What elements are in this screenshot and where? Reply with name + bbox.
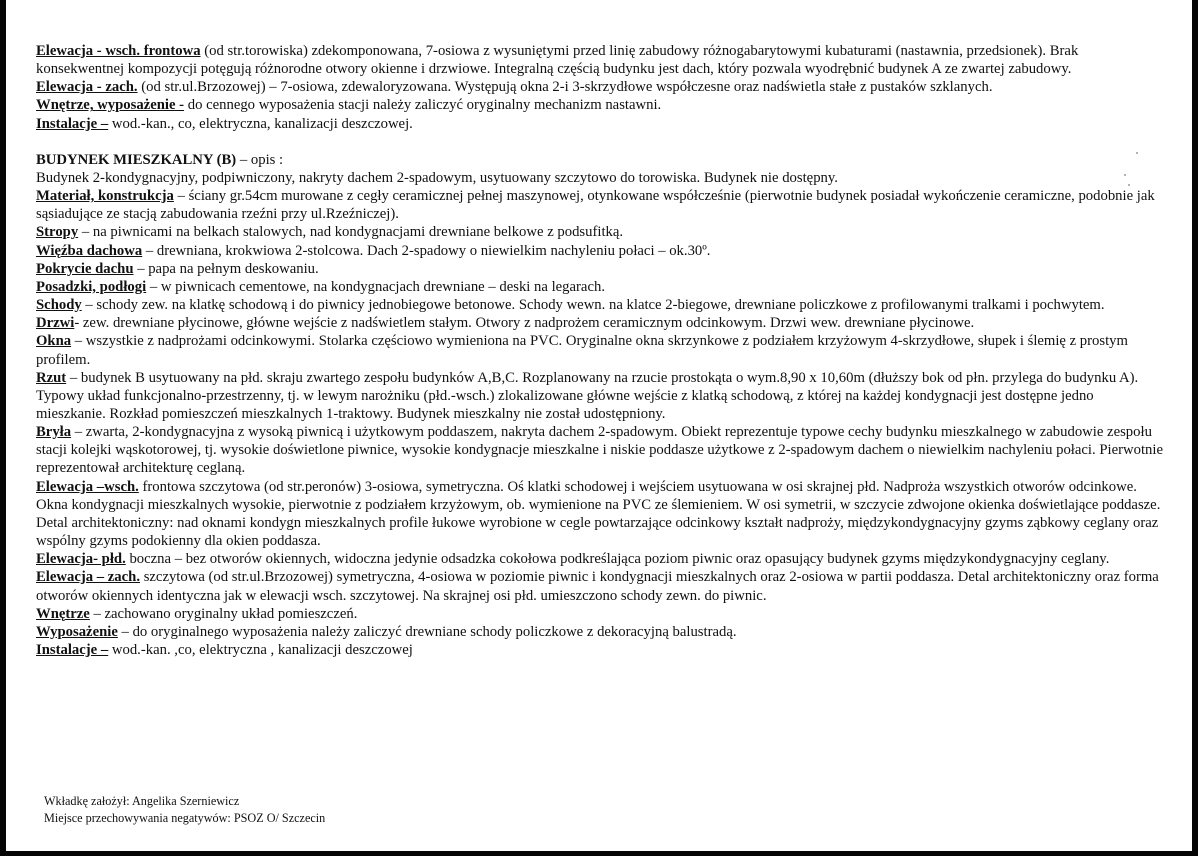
footer-author: Wkładkę założył: Angelika Szerniewicz (44, 794, 240, 808)
paragraph-text: – do oryginalnego wyposażenia należy zaliczyć drewniane schody policzkowe z dekoracyjną balustradą. (117, 623, 737, 640)
paragraph-drzwi (36, 314, 1166, 332)
label: Pokrycie dachu (36, 260, 134, 277)
paragraph-wnetrze (36, 605, 1166, 623)
paragraph-text: boczna – bez otworów okiennych, widoczna jedynie odsadzka cokołowa podkreślająca poziom piwnic oraz opasujący budynek gzyms międzykondygnacyjny ceglany. (125, 551, 1110, 568)
document-page (36, 42, 1166, 659)
label: Więźba dachowa (36, 242, 143, 259)
paragraph-text: wod.-kan. ,co, elektryczna , kanalizacji deszczowej (108, 642, 413, 658)
paragraph-text: wod.-kan., co, elektryczna, kanalizacji deszczowej. (108, 115, 413, 132)
label: Wyposażenie (36, 623, 118, 640)
paragraph-text: – w piwnicach cementowe, na kondygnacjach drewniane – deski na legarach. (146, 278, 605, 295)
paragraph-bryla (36, 423, 1166, 477)
paragraph-elewacja-wsch-frontowa-a (36, 42, 1166, 78)
label: Elewacja –wsch. (36, 478, 139, 495)
label: Elewacja - wsch. frontowa (36, 43, 201, 59)
paragraph-text: – zwarta, 2-kondygnacyjna z wysoką piwnicą i użytkowym poddaszem, nakryta dachem 2-spadowym. Obiekt reprezentuje typowe cechy budynku mieszkalnego w zabudowie zespołu stacji kolejki wąskotorowej, tj. wysokie doświetlone piwnice, wysokie kondygnacje mieszkalne i niskie poddasze użytkowe z 2-spadowym dachem o niewielkim nachyleniu połaci. Pierwotnie reprezentował architekturę ceglaną. (36, 424, 1163, 477)
paragraph-text: – wszystkie z nadprożami odcinkowymi. Stolarka częściowo wymieniona na PVC. Oryginalne okna skrzynkowe z podziałem krzyżowym 4-skrzydłowe, słupek i ślemię z prostym profilem. (36, 333, 1128, 368)
paragraph-text: – zachowano oryginalny układ pomieszczeń. (89, 605, 358, 622)
paragraph-pokrycie-dachu (36, 260, 1166, 278)
heading-text: BUDYNEK MIESZKALNY (B) (36, 151, 237, 168)
paragraph-elewacja-zach (36, 568, 1166, 604)
paragraph-wyposazenie (36, 623, 1166, 641)
paragraph-elewacja-zach-a (36, 78, 1166, 96)
label: Okna (36, 333, 72, 350)
footer-storage: Miejsce przechowywania negatywów: PSOZ O/ Szczecin (44, 810, 326, 825)
document-footer (44, 793, 325, 826)
paragraph-text: szczytowa (od str.ul.Brzozowej) symetryczna, 4-osiowa w poziomie piwnic i kondygnacji mieszkalnych oraz 2-osiowa w partii poddasza. Detal architektoniczny oraz forma otworów okiennych identyczna jak w elewacji wsch. szczytowej. Na skrajnej osi płd. umieszczono schody zewn. do piwnic. (36, 569, 1159, 604)
paragraph-stropy (36, 223, 1166, 241)
label: Rzut (36, 369, 67, 386)
paragraph-text: do cennego wyposażenia stacji należy zaliczyć oryginalny mechanizm nastawni. (184, 97, 662, 114)
label: Wnętrze (36, 605, 90, 622)
label: Elewacja- płd. (36, 551, 126, 568)
label: Posadzki, podłogi (36, 278, 147, 295)
paragraph-text: – drewniana, krokwiowa 2-stolcowa. Dach 2-spadowy o niewielkim nachyleniu połaci – ok.30º. (142, 242, 711, 259)
paragraph-text: – budynek B usytuowany na płd. skraju zwartego zespołu budynków A,B,C. Rozplanowany na rzucie prostokąta o wym.8,90 x 10,60m (dłuższy bok od płn. przylega do budynku A). Typowy układ funkcjonalno-przestrzenny, tj. w lewym narożniku (płd.-wsch.) zlokalizowane główne wejście z klatką schodową, z której na każdej kondygnacji jest dostępne jedno mieszkanie. Rozkład pomieszczeń mieszkalnych 1-traktowy. Budynek mieszkalny nie został udostępniony. (36, 369, 1139, 422)
paragraph-rzut (36, 369, 1166, 423)
paragraph-text: – na piwnicami na belkach stalowych, nad kondygnacjami drewniane belkowe z podsufitką. (78, 224, 624, 241)
paragraph-posadzki-podlogi (36, 278, 1166, 296)
paragraph-okna (36, 332, 1166, 368)
scan-edge-right (1192, 0, 1198, 856)
paragraph-schody (36, 296, 1166, 314)
scan-edge-left (0, 0, 6, 856)
label: Schody (36, 297, 82, 314)
paragraph-wiezba-dachowa (36, 242, 1166, 260)
paragraph-text: (od str.torowiska) zdekomponowana, 7-osiowa z wysuniętymi przed linię zabudowy różnogabarytowymi kubaturami (nastawnia, przedsionek). Brak konsekwentnej kompozycji potęgują różnorodne otwory okienne i drzwiowe. Integralną częścią budynku jest dach, który pozwala wyodrębnić budynek A ze zwartej zabudowy. (36, 43, 1079, 78)
paragraph-instalacje-a (36, 115, 1166, 133)
paragraph-text: – schody zew. na klatkę schodową i do piwnicy jednobiegowe betonowe. Schody wewn. na klatce 2-biegowe, drewniane policzkowe z profilowanymi tralkami i pochwytem. (81, 297, 1105, 314)
paragraph-material-konstrukcja (36, 187, 1166, 223)
label: Instalacje – (36, 642, 109, 658)
paragraph-text: (od str.ul.Brzozowej) – 7-osiowa, zdewaloryzowana. Występują okna 2-i 3-skrzydłowe współczesne oraz nadświetla stałe z pustaków szklanych. (137, 79, 993, 96)
paragraph-text: - zew. drewniane płycinowe, główne wejście z nadświetlem stałym. Otwory z nadprożem ceramicznym odcinkowym. Drzwi wew. drewniane płycinowe. (74, 315, 975, 332)
label: Stropy (36, 224, 79, 241)
paragraph-instalacje (36, 641, 1166, 659)
section-gap (36, 133, 1166, 151)
label: Elewacja - zach. (36, 79, 138, 96)
section-b-intro: Budynek 2-kondygnacyjny, podpiwniczony, nakryty dachem 2-spadowym, usytuowany szczytowo do torowiska. Budynek nie dostępny. (36, 169, 838, 186)
label: Wnętrze, wyposażenie - (36, 97, 185, 114)
scan-edge-bottom (0, 851, 1198, 856)
label: Bryła (36, 424, 72, 441)
paragraph-elewacja-wsch (36, 478, 1166, 551)
label: Drzwi (36, 315, 75, 332)
paragraph-text: – papa na pełnym deskowaniu. (133, 260, 319, 277)
heading-suffix: – opis : (236, 151, 284, 168)
section-b-heading (36, 151, 1166, 169)
label: Instalacje – (36, 115, 109, 132)
label: Materiał, konstrukcja (36, 188, 174, 205)
paragraph-text: frontowa szczytowa (od str.peronów) 3-osiowa, symetryczna. Oś klatki schodowej i wejściem usytuowana w osi skrajnej płd. Nadproża wszystkich otworów odcinkowe. Okna kondygnacji mieszkalnych wysokie, pierwotnie z podziałem krzyżowym, ob. wymienione na PVC ze ślemieniem. W osi symetrii, w szczycie zdwojone okienka doświetlające poddasze. Detal architektoniczny: nad oknami kondygn mieszkalnych profile łukowe wyrobione w cegle powtarzające odcinkowy kształt nadproży, międzykondygnacyjny gzyms ząbkowy ceglany oraz wspólny gzyms podokienny dla okien poddasza. (36, 478, 1161, 550)
paragraph-text: – ściany gr.54cm murowane z cegły ceramicznej pełnej maszynowej, otynkowane współcześnie (pierwotnie budynek posiadał wykończenie ceramiczne, podobnie jak sąsiadujące ze stacją zabudowania rzeźni przy ul.Rzeźniczej). (36, 188, 1155, 223)
paragraph-elewacja-pld (36, 550, 1166, 568)
label: Elewacja – zach. (36, 569, 141, 586)
paragraph-wnetrze-a (36, 96, 1166, 114)
